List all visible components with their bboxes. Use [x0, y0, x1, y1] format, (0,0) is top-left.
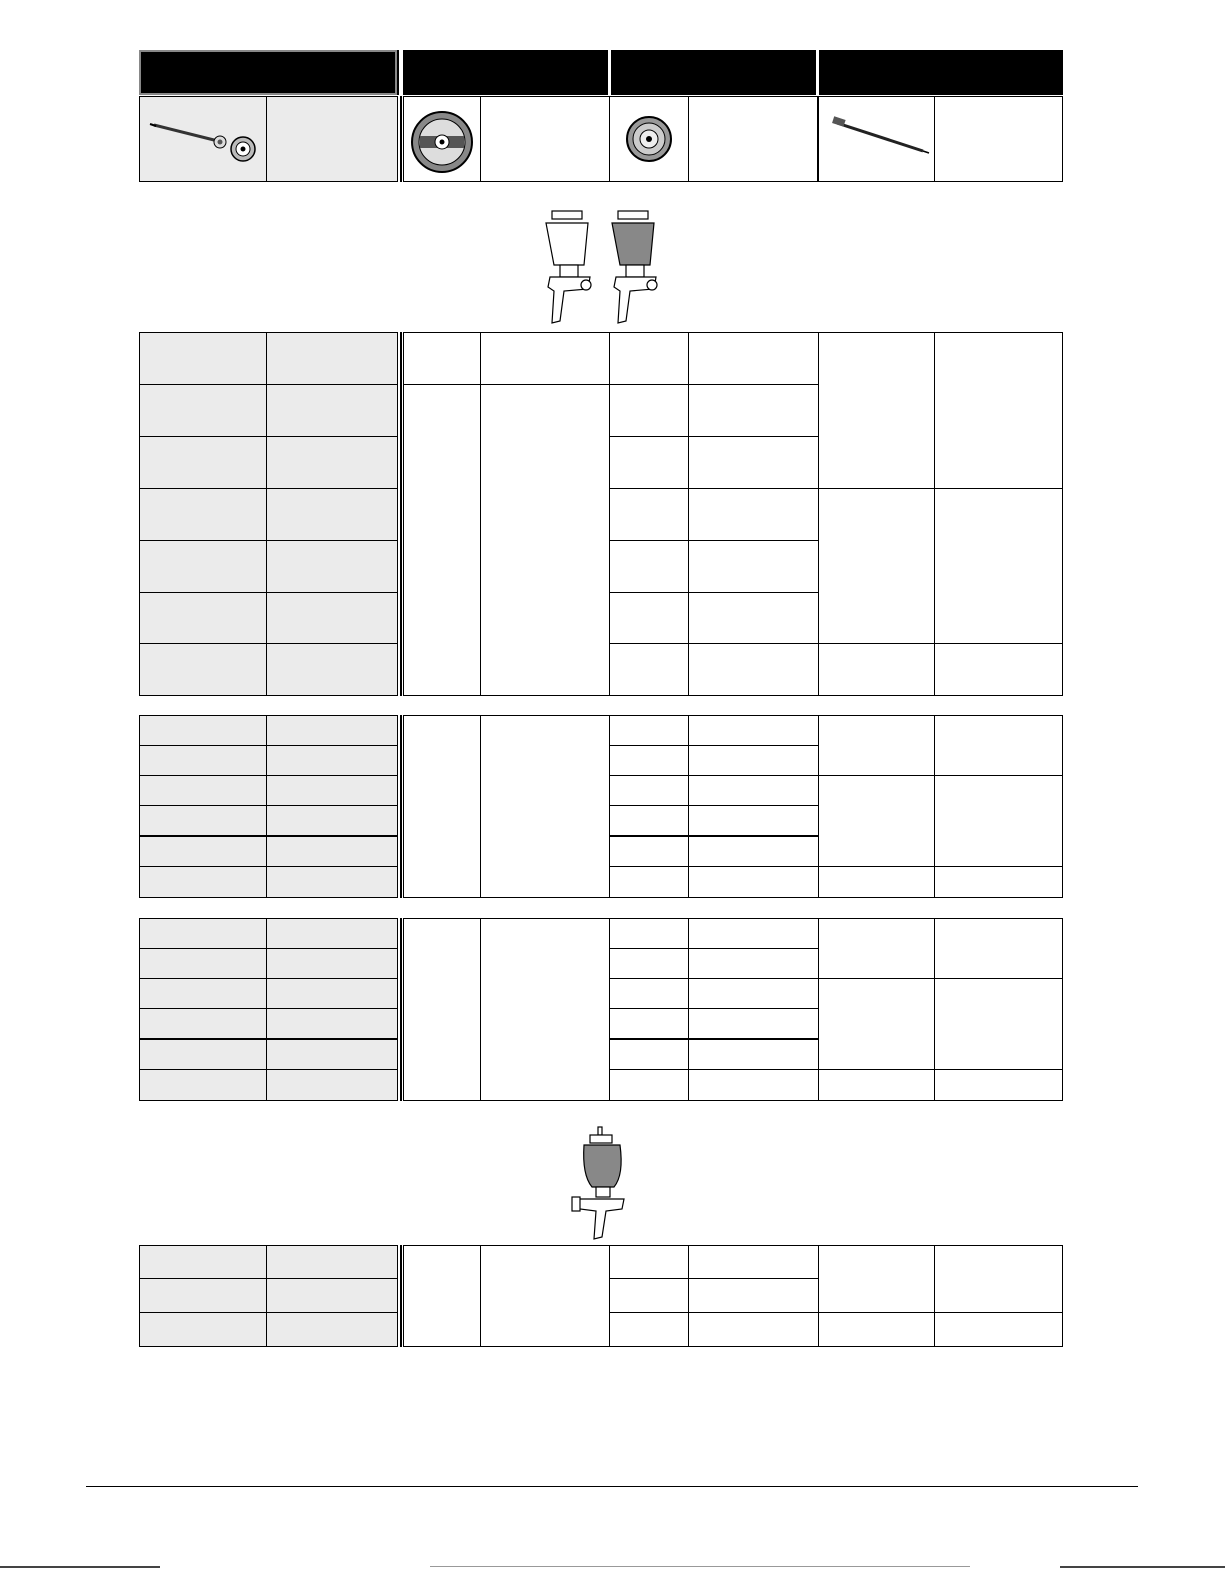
- needle-image-cell: [818, 96, 935, 182]
- header-col2: [405, 50, 608, 95]
- needle-icon: [819, 97, 934, 181]
- nozzle-image-cell: [609, 96, 689, 182]
- gun-pair-image: [530, 205, 680, 327]
- cap-desc-cell: [480, 96, 610, 182]
- table-row: [139, 1312, 267, 1347]
- gravity-gun-pair-icon: [530, 205, 680, 327]
- table-row: [139, 1008, 267, 1039]
- double-rule: [397, 332, 402, 696]
- table-row: [139, 918, 267, 949]
- table-row: [139, 436, 267, 489]
- gravity-gun-icon: [568, 1125, 640, 1241]
- footer-rule: [86, 1486, 1138, 1487]
- table-row: [139, 488, 267, 541]
- nozzle-desc-cell: [688, 96, 818, 182]
- cap-image-cell: [403, 96, 481, 182]
- table-row: [139, 948, 267, 979]
- double-rule: [397, 96, 402, 182]
- double-rule: [397, 918, 402, 1101]
- header-col4: [820, 50, 1063, 95]
- gun-single-image: [568, 1125, 640, 1241]
- table-row: [139, 643, 267, 696]
- table-row: [139, 540, 267, 593]
- fluid-nozzle-icon: [610, 97, 688, 181]
- air-cap-icon: [404, 97, 480, 181]
- double-rule: [397, 715, 402, 898]
- header-col1: [139, 50, 397, 95]
- table-row: [139, 866, 267, 898]
- table-row: [139, 384, 267, 437]
- bottom-edge-mark: [0, 1566, 160, 1568]
- table-row: [139, 332, 267, 385]
- table-row: [139, 775, 267, 806]
- table-row: [139, 1278, 267, 1313]
- kit-desc-cell: [266, 96, 398, 182]
- table-row: [139, 715, 267, 746]
- table-row: [139, 745, 267, 776]
- kit-set-icon: [140, 97, 266, 181]
- table-row: [139, 805, 267, 836]
- table-row: [139, 592, 267, 645]
- table-row: [139, 978, 267, 1009]
- table-row: [139, 1039, 267, 1070]
- table-row: [139, 1245, 267, 1279]
- table-row: [139, 836, 267, 867]
- double-rule: [397, 1245, 402, 1347]
- needle-desc-cell: [934, 96, 1063, 182]
- kit-image-cell: [139, 96, 267, 182]
- table-row: [139, 1069, 267, 1101]
- header-col3: [612, 50, 816, 95]
